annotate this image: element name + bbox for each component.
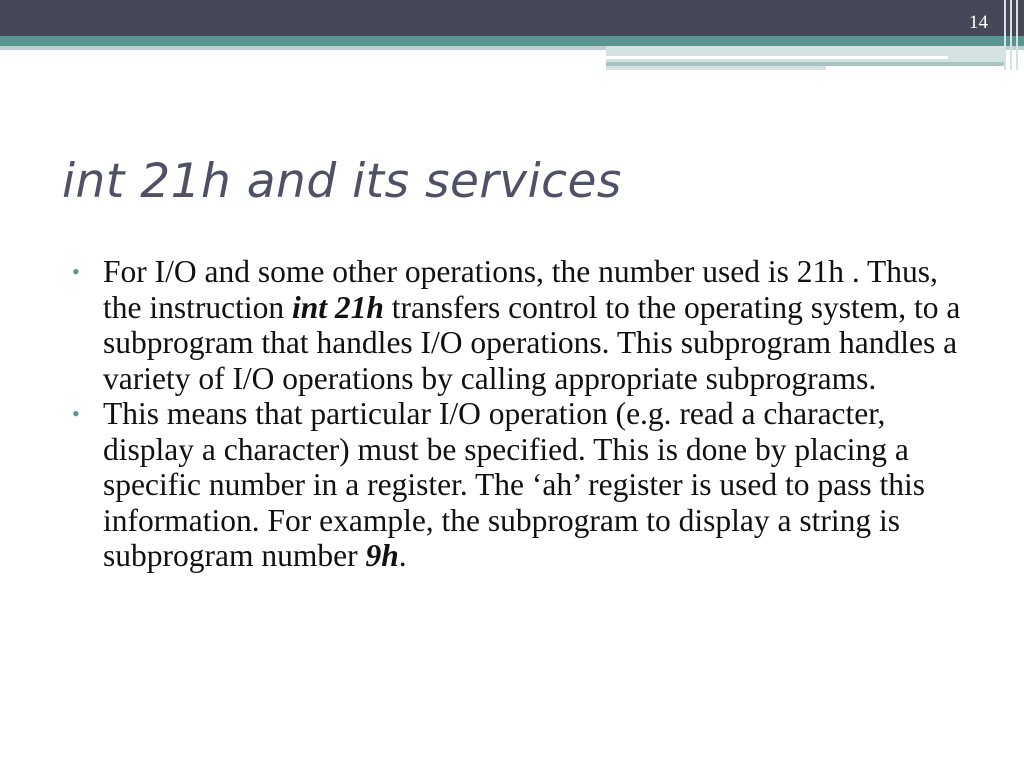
bullet-text: . — [398, 538, 407, 573]
header-dark-bar — [0, 0, 1024, 36]
header-teal-bar — [0, 36, 1024, 46]
slide-number: 14 — [969, 12, 988, 33]
bullet-item — [72, 254, 972, 396]
header-right-gap — [826, 66, 1006, 70]
header-vertical-line — [1016, 0, 1018, 70]
bullet-list — [72, 254, 972, 574]
header-right-line — [606, 56, 948, 59]
bullet-text: For I/O and some other operations, the number used is 21h . Thus, the instruction — [103, 254, 938, 325]
bullet-emphasis: 9h — [365, 538, 399, 573]
slide-title: int 21h and its services — [62, 154, 622, 209]
bullet-item — [72, 396, 972, 574]
bullet-text: This means that particular I/O operation (e.g. read a character, display a character) must be specified. This is done by placing a specific number in a register. The ‘ah’ register is used to pass this information. For example, the subprogram to display a string is subprogram number — [103, 396, 925, 573]
bullet-dot-icon: • — [72, 401, 80, 426]
header-vertical-line — [1004, 0, 1006, 70]
bullet-dot-icon: • — [72, 259, 80, 284]
bullet-emphasis: int 21h — [291, 289, 384, 325]
bullet-text: transfers control to the operating system, to a subprogram that handles I/O operations. This subprogram handles a variety of I/O operations by calling appropriate subprograms. — [103, 289, 961, 396]
header-vertical-line — [1010, 0, 1012, 70]
